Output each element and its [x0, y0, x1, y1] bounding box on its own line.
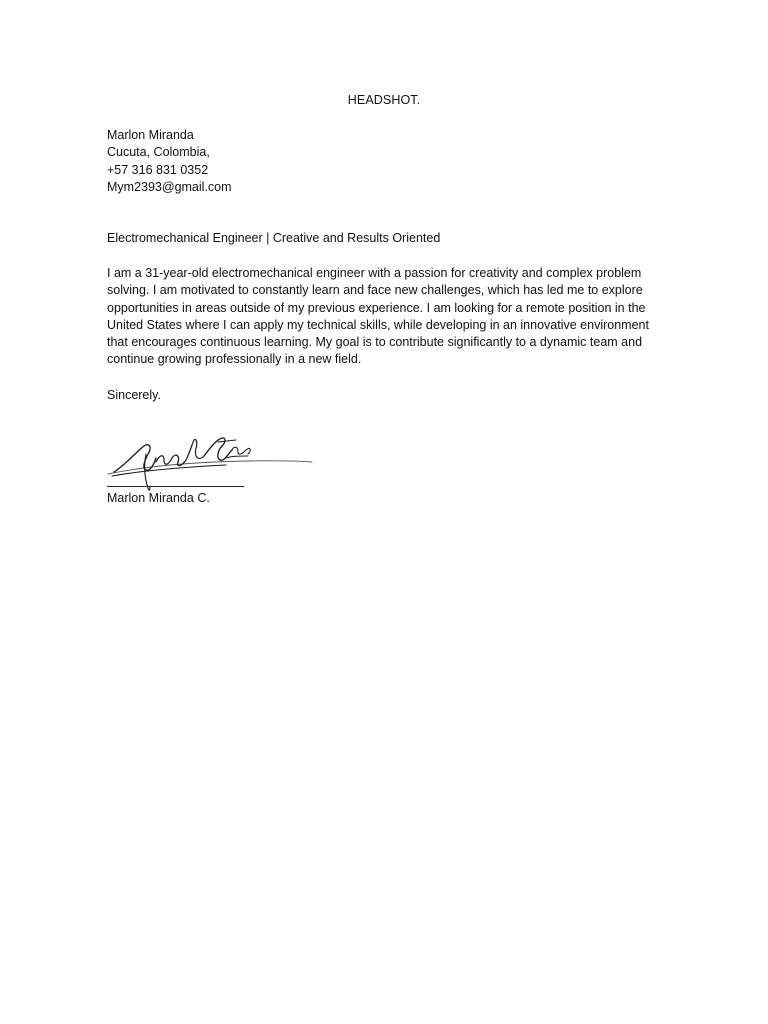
signature-line [107, 486, 244, 487]
body-line: I am a 31-year-old electromechanical engineer with a passion for creativity and complex problem [107, 266, 642, 280]
signer-name: Marlon Miranda C. [107, 491, 210, 505]
body-line: United States where I can apply my technical skills, while developing in an innovative environment [107, 317, 649, 332]
contact-block [107, 127, 232, 196]
body-line: opportunities in areas outside of my previous experience. I am looking for a remote position in the [107, 300, 646, 315]
contact-phone: +57 316 831 0352 [107, 162, 209, 177]
professional-headline: Electromechanical Engineer | Creative and Results Oriented [107, 231, 441, 245]
signature-icon [106, 432, 316, 494]
closing-salutation: Sincerely. [107, 388, 161, 402]
body-line: continue growing professionally in a new field. [107, 352, 362, 367]
body-line: that encourages continuous learning. My goal is to contribute significantly to a dynamic team and [107, 335, 643, 350]
contact-email: Mym2393@gmail.com [107, 179, 232, 194]
contact-location: Cucuta, Colombia, [107, 145, 210, 160]
body-line: solving. I am motivated to constantly learn and face new challenges, which has led me to explore [107, 283, 643, 298]
document-title: HEADSHOT. [347, 93, 421, 107]
contact-name: Marlon Miranda [107, 128, 194, 142]
body-paragraph [107, 265, 667, 369]
